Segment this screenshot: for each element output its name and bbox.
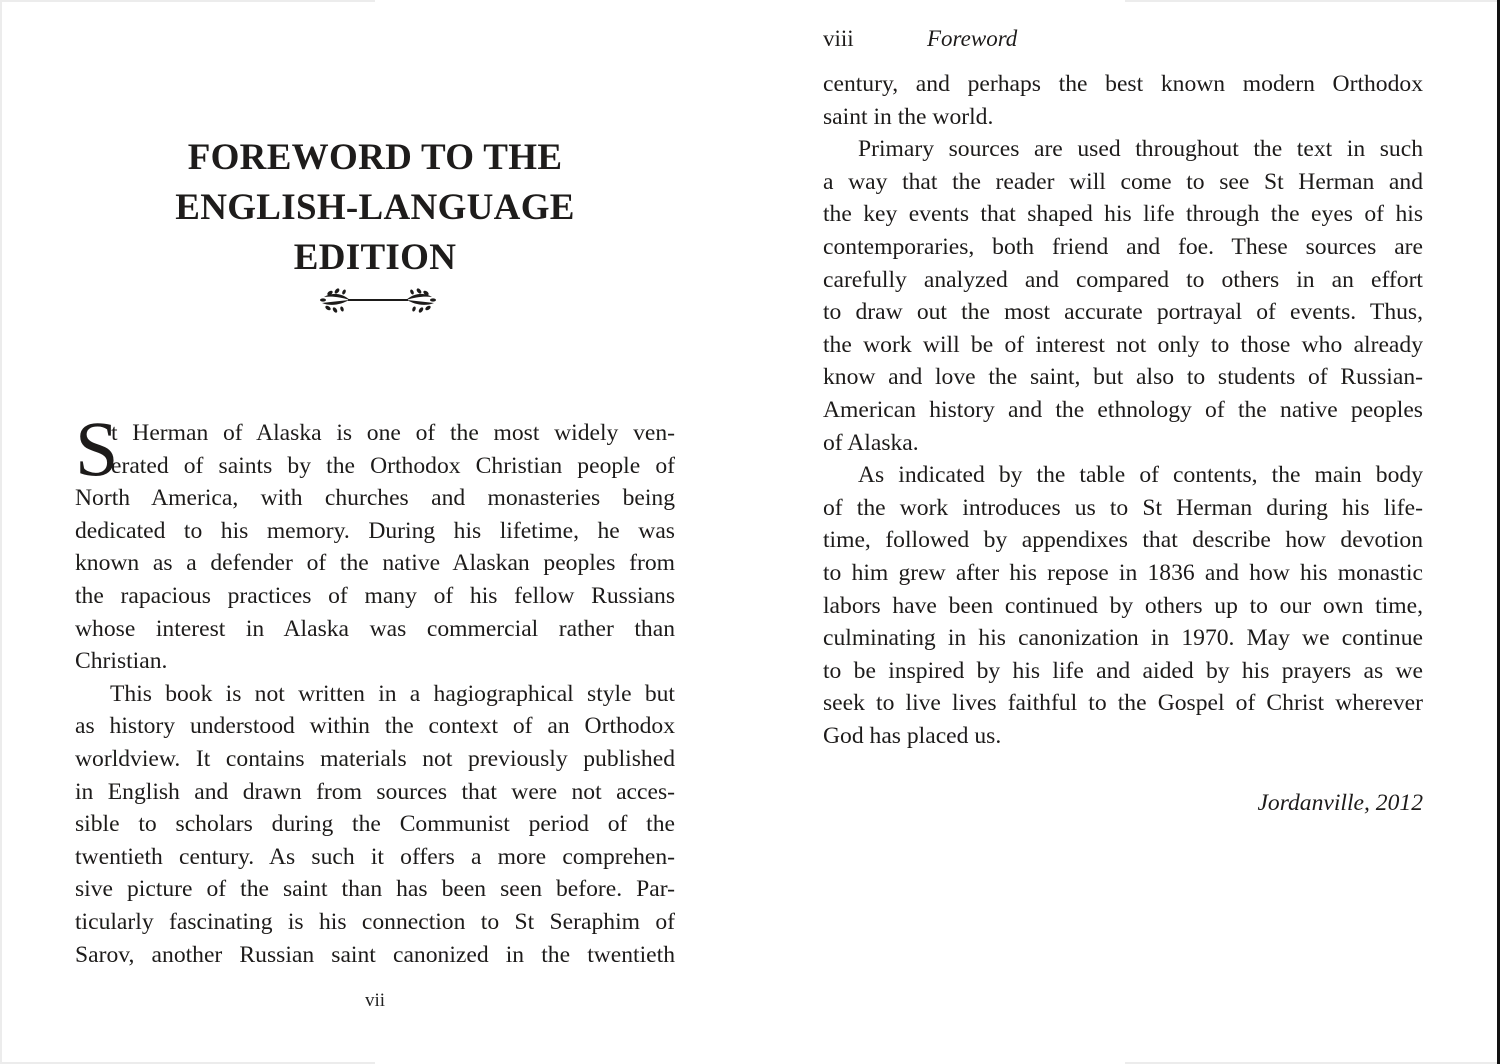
text-line: twentieth century. As such it offers a more comprehen- xyxy=(75,843,675,870)
text-line: carefully analyzed and compared to others in an effort xyxy=(823,266,1423,293)
text-line: a way that the reader will come to see St Herman and xyxy=(823,168,1423,195)
text-line: to be inspired by his life and aided by his prayers as we xyxy=(823,657,1423,684)
text-line: erated of saints by the Orthodox Christian people of xyxy=(111,452,675,479)
text-line: Christian. xyxy=(75,648,168,675)
text-line: culminating in his canonization in 1970. May we continue xyxy=(823,625,1423,652)
text-line: of the work introduces us to St Herman during his life- xyxy=(823,494,1423,521)
text-line: Sarov, another Russian saint canonized in the twentieth xyxy=(75,941,675,968)
text-line: t Herman of Alaska is one of the most widely ven- xyxy=(111,420,675,446)
text-line: labors have been continued by others up to our own time, xyxy=(823,592,1423,619)
text-line: worldview. It contains materials not previously published xyxy=(75,745,675,772)
chapter-title xyxy=(75,133,675,283)
drop-cap: S xyxy=(75,405,119,492)
signature-place-date: Jordanville, 2012 xyxy=(1257,790,1423,816)
chapter-title-line: ENGLISH-LANGUAGE xyxy=(175,187,575,228)
text-line: Primary sources are used throughout the text in such xyxy=(858,136,1423,163)
text-line: As indicated by the table of contents, the main body xyxy=(858,462,1423,489)
text-line: know and love the saint, but also to students of Russian- xyxy=(823,364,1423,391)
text-line: of Alaska. xyxy=(823,429,919,456)
text-line: contemporaries, both friend and foe. These sources are xyxy=(823,233,1423,260)
text-line: dedicated to his memory. During his lifetime, he was xyxy=(75,517,675,544)
body-text xyxy=(823,68,1423,752)
running-head xyxy=(823,26,1017,52)
text-line: the work will be of interest not only to those who already xyxy=(823,331,1423,358)
page-number: vii xyxy=(364,990,386,1011)
fleuron-ornament-icon xyxy=(318,287,438,317)
text-line: ticularly fascinating is his connection to St Seraphim of xyxy=(75,908,675,935)
text-line: seek to live lives faithful to the Gospel of Christ wherever xyxy=(823,690,1423,717)
chapter-title-line: EDITION xyxy=(293,237,457,278)
text-line: to draw out the most accurate portrayal of events. Thus, xyxy=(823,299,1423,326)
chapter-title-line: FOREWORD TO THE xyxy=(187,137,563,178)
text-line: sive picture of the saint than has been seen before. Par- xyxy=(75,876,675,903)
text-line: century, and perhaps the best known modern Orthodox xyxy=(823,71,1423,97)
text-line: in English and drawn from sources that were not acces- xyxy=(75,778,675,805)
right-page xyxy=(750,0,1500,1064)
text-line: North America, with churches and monasteries being xyxy=(75,485,675,512)
text-line: to him grew after his repose in 1836 and how his monastic xyxy=(823,559,1423,586)
text-line: as history understood within the context of an Orthodox xyxy=(75,713,675,740)
text-line: the rapacious practices of many of his fellow Russians xyxy=(75,582,675,609)
body-text xyxy=(75,405,675,971)
text-line: sible to scholars during the Communist period of the xyxy=(75,811,675,838)
text-line: This book is not written in a hagiographical style but xyxy=(110,680,675,707)
text-line: saint in the world. xyxy=(823,103,994,130)
text-line: God has placed us. xyxy=(823,722,1002,749)
text-line: time, followed by appendixes that describe how devotion xyxy=(823,527,1423,554)
running-head-title: Foreword xyxy=(927,26,1018,51)
page-number: viii xyxy=(823,26,854,51)
text-line: American history and the ethnology of the native peoples xyxy=(823,396,1423,423)
text-line: the key events that shaped his life through the eyes of his xyxy=(823,201,1423,228)
text-line: whose interest in Alaska was commercial rather than xyxy=(75,615,675,642)
text-line: known as a defender of the native Alaskan peoples from xyxy=(75,550,675,577)
